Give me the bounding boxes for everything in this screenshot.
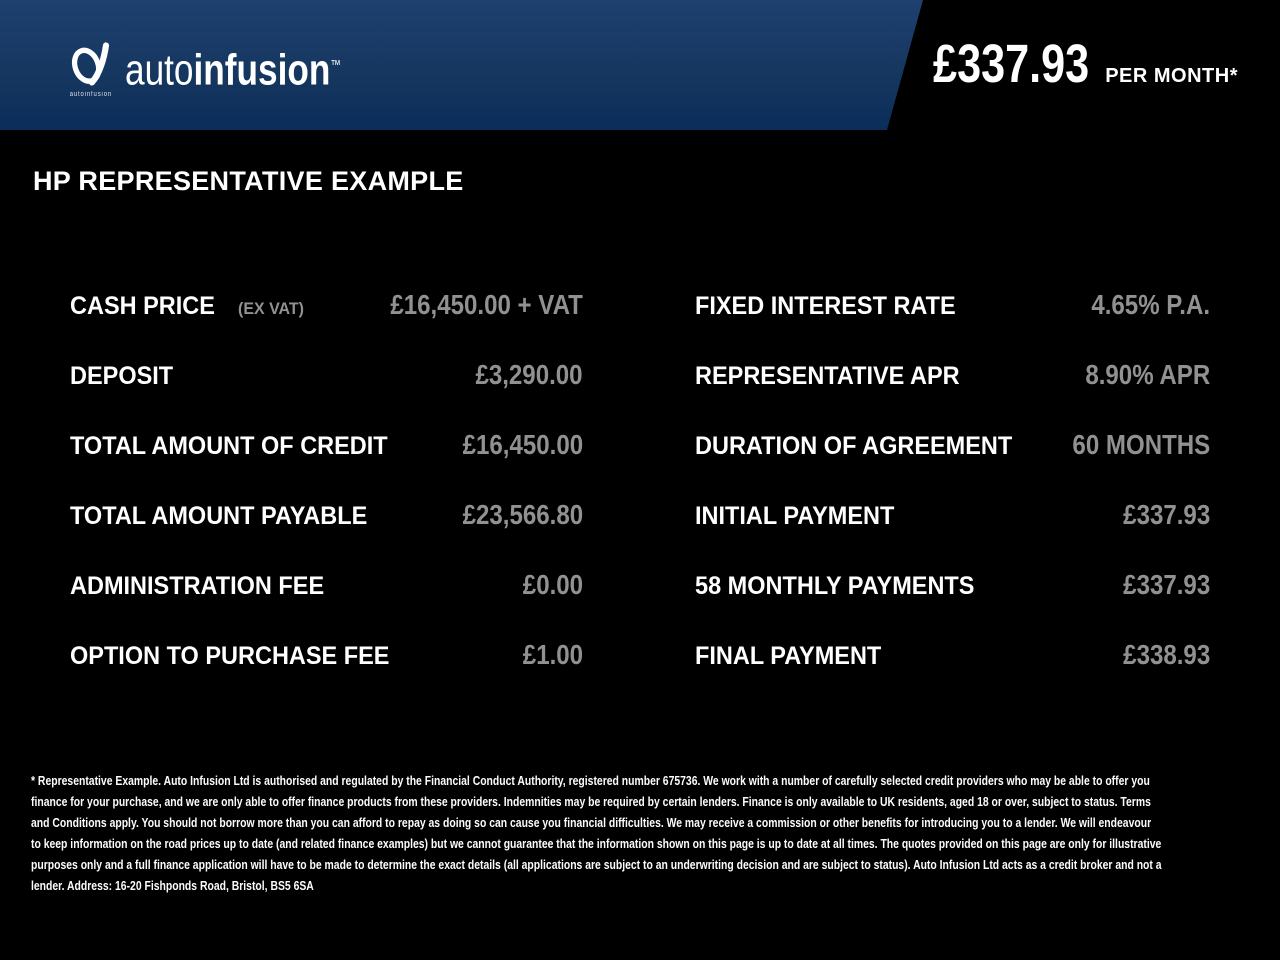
header [0, 0, 1280, 130]
row-label: 58 MONTHLY PAYMENTS [695, 572, 975, 600]
brand-name-light: auto [125, 45, 194, 95]
row-value: 8.90% APR [1085, 359, 1210, 390]
row-value: £1.00 [522, 639, 583, 670]
row-label: DEPOSIT [70, 362, 174, 390]
logo-icon-subtext: autoinfusion [69, 91, 113, 98]
finance-table [70, 270, 1210, 690]
row-value: £16,450.00 [462, 429, 583, 460]
row-value: £23,566.80 [462, 499, 583, 530]
finance-row-final-payment [695, 639, 1210, 671]
disclaimer-text: * Representative Example. Auto Infusion Ltd is authorised and regulated by the Financial Conduct Authority, registered number 675736. We work with a number of carefully selected credit providers who may be able to offer you finance for your purchase, and we are only able to offer finance products from these providers. Indemnities may be required by certain lenders. Finance is only available to UK residents, aged 18 or over, subject to status. Terms and Conditions apply. You should not borrow more than you can afford to repay as doing so can cause you financial difficulties. We may receive a commission or other benefits for introducing you to a lender. We will endeavour to keep information on the road prices up to date (and related finance examples) but we cannot guarantee that the information shown on this page is up to date at all times. The quotes provided on this page are only for illustrative purposes only and a full finance application will have to be made to determine the exact details (all applications are subject to an underwriting decision and are subject to status). Auto Infusion Ltd acts as a credit broker and not a lender. Address: 16-20 Fishponds Road, Bristol, BS5 6SA [31, 773, 1162, 893]
row-value: £338.93 [1122, 639, 1210, 670]
label-group [70, 292, 308, 321]
finance-row-initial-payment [695, 499, 1210, 531]
finance-row-representative-apr [695, 359, 1210, 391]
finance-row-fixed-interest-rate [695, 289, 1210, 321]
row-value: £337.93 [1122, 569, 1210, 600]
autoinfusion-a-icon [64, 42, 118, 91]
row-value: £337.93 [1122, 499, 1210, 530]
monthly-price-suffix: PER MONTH* [1105, 65, 1238, 87]
brand-logo[interactable] [64, 42, 395, 98]
ex-vat-note: (EX VAT) [238, 299, 305, 318]
finance-row-administration-fee [70, 569, 583, 601]
row-value: £0.00 [522, 569, 583, 600]
row-value: 60 MONTHS [1072, 429, 1210, 460]
brand-name-bold: infusion [193, 45, 331, 95]
row-label: FIXED INTEREST RATE [695, 292, 956, 320]
row-label: REPRESENTATIVE APR [695, 362, 960, 390]
row-label: OPTION TO PURCHASE FEE [70, 642, 390, 670]
brand-wordmark [125, 45, 341, 95]
monthly-price-amount: £337.93 [933, 34, 1090, 94]
row-label: ADMINISTRATION FEE [70, 572, 325, 600]
row-value: 4.65% P.A. [1091, 289, 1210, 320]
logo-icon-wrap [64, 42, 118, 98]
finance-row-monthly-payments [695, 569, 1210, 601]
row-label: INITIAL PAYMENT [695, 502, 895, 530]
finance-row-cash-price [70, 289, 583, 321]
row-value: £3,290.00 [475, 359, 583, 390]
row-label: TOTAL AMOUNT PAYABLE [70, 502, 368, 530]
row-label: FINAL PAYMENT [695, 642, 882, 670]
row-label: DURATION OF AGREEMENT [695, 432, 1013, 460]
monthly-price [894, 33, 1238, 95]
finance-row-total-amount-of-credit [70, 429, 583, 461]
finance-row-duration-of-agreement [695, 429, 1210, 461]
row-label: TOTAL AMOUNT OF CREDIT [70, 432, 388, 460]
finance-row-option-to-purchase-fee [70, 639, 583, 671]
finance-row-total-amount-payable [70, 499, 583, 531]
finance-row-deposit [70, 359, 583, 391]
trademark-symbol: ™ [330, 57, 341, 72]
page-title: HP REPRESENTATIVE EXAMPLE [33, 166, 464, 196]
row-label: CASH PRICE [70, 292, 215, 320]
row-value: £16,450.00 + VAT [390, 289, 583, 320]
